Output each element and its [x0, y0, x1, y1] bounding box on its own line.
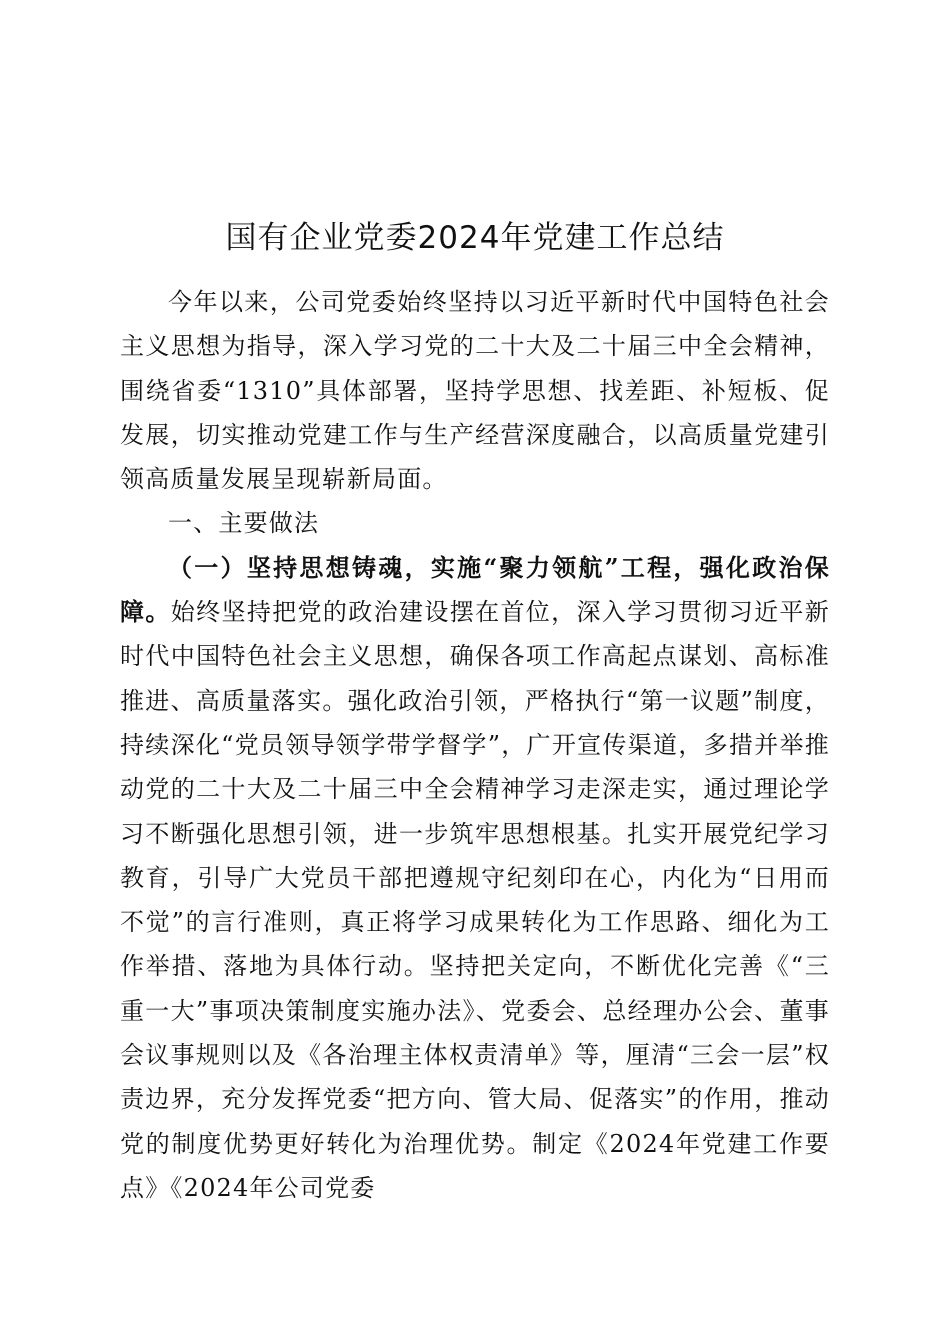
document-title: 国有企业党委2024年党建工作总结	[225, 220, 725, 256]
intro-paragraph: 今年以来，公司党委始终坚持以习近平新时代中国特色社会主义思想为指导，深入学习党的二十大及二十届三中全会精神，围绕省委“1310”具体部署，坚持学思想、找差距、补短板、促发展，切实推动党建工作与生产经营深度融合，以高质量党建引领高质量发展呈现崭新局面。	[120, 288, 830, 494]
section-heading: 一、主要做法	[168, 509, 320, 538]
document-body	[120, 280, 830, 1210]
subsection-body: 始终坚持把党的政治建设摆在首位，深入学习贯彻习近平新时代中国特色社会主义思想，确保各项工作高起点谋划、高标准推进、高质量落实。强化政治引领，严格执行“第一议题”制度，持续深化“党员领导领学带学督学”，广开宣传渠道，多措并举推动党的二十大及二十届三中全会精神学习走深走实，通过理论学习不断强化思想引领，进一步筑牢思想根基。扎实开展党纪学习教育，引导广大党员干部把遵规守纪刻印在心，内化为“日用而不觉”的言行准则，真正将学习成果转化为工作思路、细化为工作举措、落地为具体行动。坚持把关定向，不断优化完善《“三重一大”事项决策制度实施办法》、党委会、总经理办公会、董事会议事规则以及《各治理主体权责清单》等，厘清“三会一层”权责边界，充分发挥党委“把方向、管大局、促落实”的作用，推动党的制度优势更好转化为治理优势。制定《2024年党建工作要点》《2024年公司党委	[120, 598, 830, 1202]
subsection-paragraph	[120, 546, 830, 1210]
subsection-lead: （一）坚持思想铸魂，实施“聚力领航”工程，强化政治保障。	[120, 552, 830, 627]
